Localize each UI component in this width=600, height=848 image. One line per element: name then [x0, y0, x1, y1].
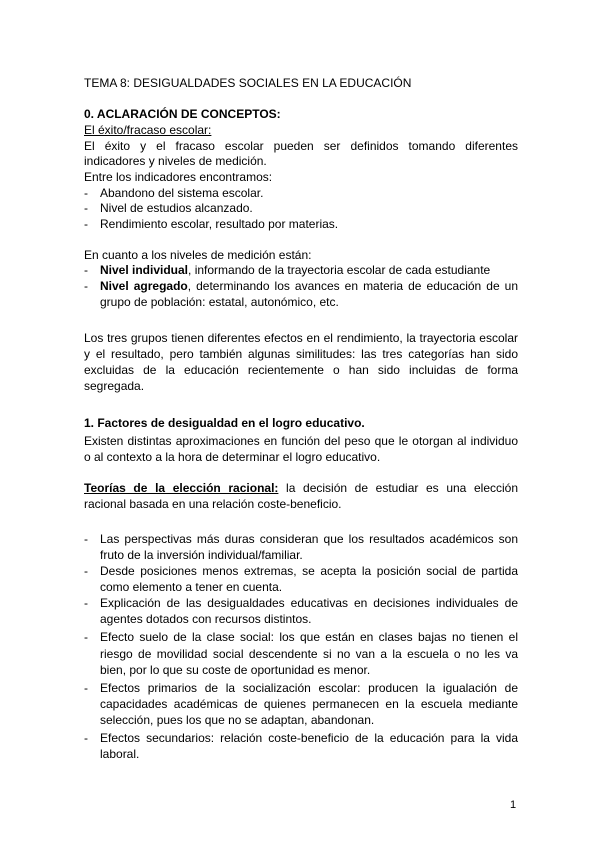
list-dash: - [84, 217, 88, 231]
list-item-continuation: selección, pues los que no se adaptan, abandonan. [100, 713, 375, 727]
list-item: Desde posiciones menos extremas, se acepta la posición social de partida [100, 564, 518, 578]
level-description: , informando de la trayectoria escolar de cada estudiante [188, 263, 491, 277]
document-title: TEMA 8: DESIGUALDADES SOCIALES EN LA EDUCACIÓN [84, 76, 412, 90]
theory-line [84, 481, 518, 496]
section-0-heading: 0. ACLARACIÓN DE CONCEPTOS: [84, 107, 281, 121]
list-dash: - [84, 532, 88, 546]
paragraph-line: y el resultado, pero también algunas similitudes: las tres categorías han sido [84, 347, 518, 361]
list-item: Rendimiento escolar, resultado por materias. [100, 217, 339, 231]
list-item: Abandono del sistema escolar. [100, 186, 264, 200]
paragraph-line: excluidas de la educación recientemente o han sido incluidas de forma [84, 363, 518, 377]
paragraph-line: segregada. [84, 379, 145, 393]
list-item: Las perspectivas más duras consideran que los resultados académicos son [100, 532, 518, 546]
intro-line: El éxito y el fracaso escolar pueden ser definidos tomando diferentes [84, 139, 518, 153]
theory-text: la decisión de estudiar es una elección [278, 481, 519, 495]
level-item-agregado [100, 279, 518, 294]
list-item-continuation: riesgo de movilidad social descendente si no van a la escuela o no les va [100, 647, 518, 661]
section-1-heading: 1. Factores de desigualdad en el logro educativo. [84, 416, 365, 430]
list-dash: - [84, 564, 88, 578]
list-item-continuation: fruto de la inversión individual/familiar. [100, 548, 303, 562]
list-dash: - [84, 279, 88, 293]
level-item-individual [100, 263, 490, 278]
level-description: , determinando los avances en materia de educación de un [187, 279, 519, 293]
list-item-continuation: agentes dotados con recursos distintos. [100, 612, 312, 626]
list-item: Efectos secundarios: relación coste-beneficio de la educación para la vida [100, 731, 518, 745]
levels-intro: En cuanto a los niveles de medición están: [84, 248, 312, 262]
intro-line: indicadores y niveles de medición. [84, 154, 267, 168]
list-item: Nivel de estudios alcanzado. [100, 201, 253, 215]
list-item-continuation: como elemento a tener en cuenta. [100, 580, 283, 594]
subheading-exito-fracaso: El éxito/fracaso escolar: [84, 123, 212, 137]
list-dash: - [84, 630, 88, 644]
section-1-intro-line: o al contexto a la hora de determinar el logro educativo. [84, 450, 381, 464]
theory-line: racional basada en una relación coste-beneficio. [84, 497, 342, 511]
indicators-intro: Entre los indicadores encontramos: [84, 170, 273, 184]
level-item-continuation: grupo de población: estatal, autonómico, etc. [100, 295, 339, 309]
list-item: Explicación de las desigualdades educativas en decisiones individuales de [100, 596, 518, 610]
list-dash: - [84, 681, 88, 695]
list-dash: - [84, 263, 88, 277]
list-dash: - [84, 201, 88, 215]
list-dash: - [84, 731, 88, 745]
level-label: Nivel agregado [100, 279, 188, 293]
paragraph-line: Los tres grupos tienen diferentes efectos en el rendimiento, la trayectoria escolar [84, 331, 518, 345]
page-number: 1 [510, 799, 517, 811]
list-item-continuation: bien, por lo que su coste de oportunidad es menor. [100, 663, 371, 677]
list-item-continuation: laboral. [100, 747, 140, 761]
list-dash: - [84, 596, 88, 610]
list-item-continuation: capacidades académicas de quienes permanecen en la escuela mediante [100, 697, 518, 711]
list-item: Efecto suelo de la clase social: los que están en clases bajas no tienen el [100, 630, 518, 644]
list-item: Efectos primarios de la socialización escolar: producen la igualación de [100, 681, 518, 695]
section-1-intro-line: Existen distintas aproximaciones en función del peso que le otorgan al individuo [84, 434, 518, 448]
level-label: Nivel individual [100, 263, 189, 277]
theory-label: Teorías de la elección racional: [84, 481, 279, 495]
list-dash: - [84, 186, 88, 200]
